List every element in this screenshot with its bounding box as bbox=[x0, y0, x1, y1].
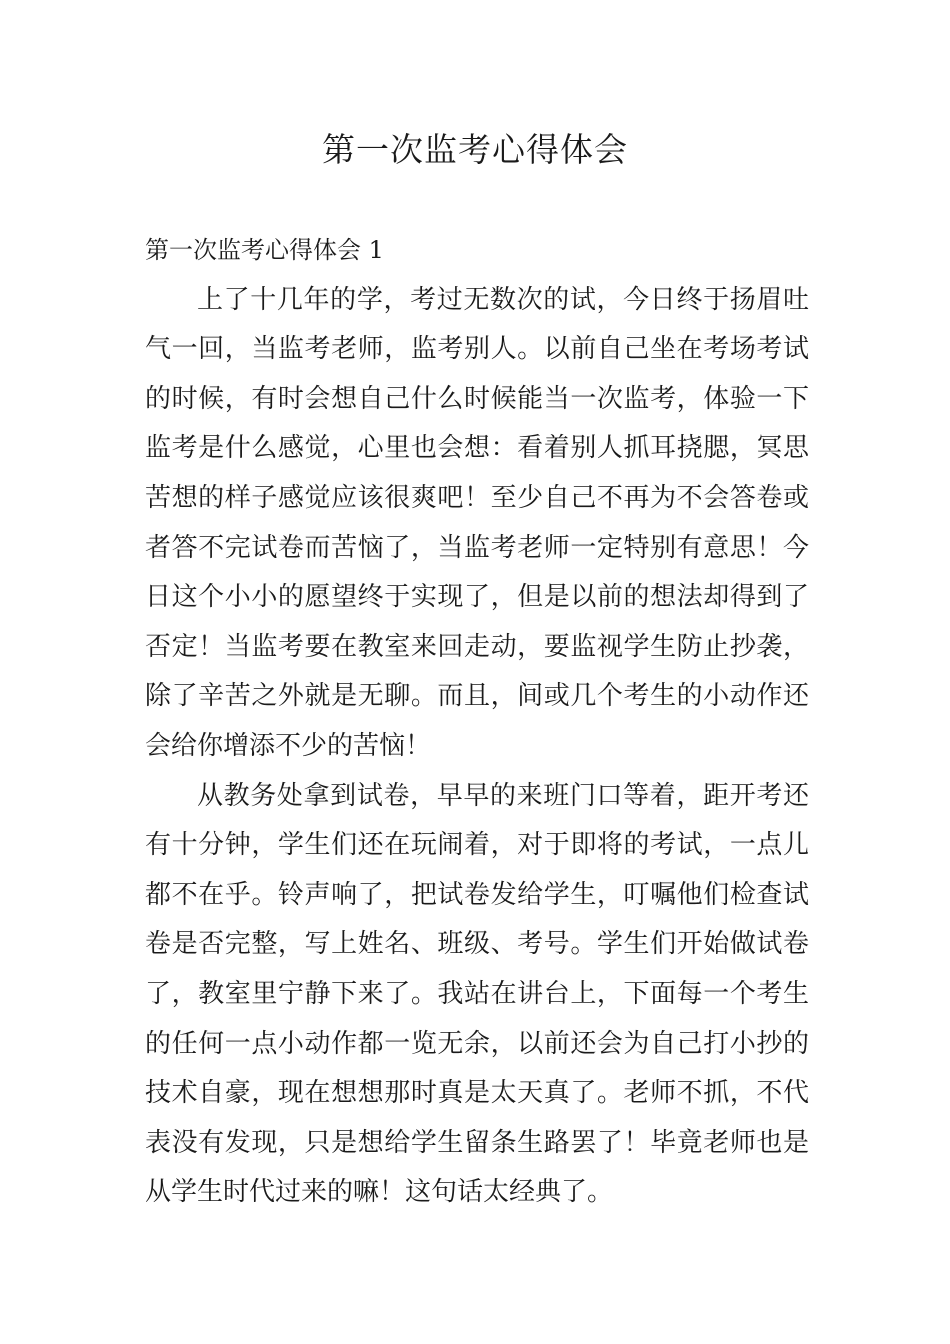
section-heading: 第一次监考心得体会 1 bbox=[145, 236, 384, 264]
paragraph-1: 上了十几年的学，考过无数次的试，今日终于扬眉吐气一回，当监考老师，监考别人。以前自己坐在考场考试的时候，有时会想自己什么时候能当一次监考，体验一下监考是什么感觉，心里也会想：看着别人抓耳挠腮，冥思苦想的样子感觉应该很爽吧！至少自己不再为不会答卷或者答不完试卷而苦恼了，当监考老师一定特别有意思！今日这个小小的愿望终于实现了，但是以前的想法却得到了否定！当监考要在教室来回走动，要监视学生防止抄袭，除了辛苦之外就是无聊。而且，间或几个考生的小动作还会给你增添不少的苦恼！ bbox=[145, 284, 809, 761]
paragraph-2: 从教务处拿到试卷，早早的来班门口等着，距开考还有十分钟，学生们还在玩闹着，对于即将的考试，一点儿都不在乎。铃声响了，把试卷发给学生，叮嘱他们检查试卷是否完整，写上姓名、班级、考号。学生们开始做试卷了，教室里宁静下来了。我站在讲台上，下面每一个考生的任何一点小动作都一览无余，以前还会为自己打小抄的技术自豪，现在想想那时真是太天真了。老师不抓，不代表没有发现，只是想给学生留条生路罢了！毕竟老师也是从学生时代过来的嘛！这句话太经典了。 bbox=[145, 780, 809, 1208]
document-title: 第一次监考心得体会 bbox=[322, 130, 628, 169]
document-body bbox=[145, 226, 809, 1218]
